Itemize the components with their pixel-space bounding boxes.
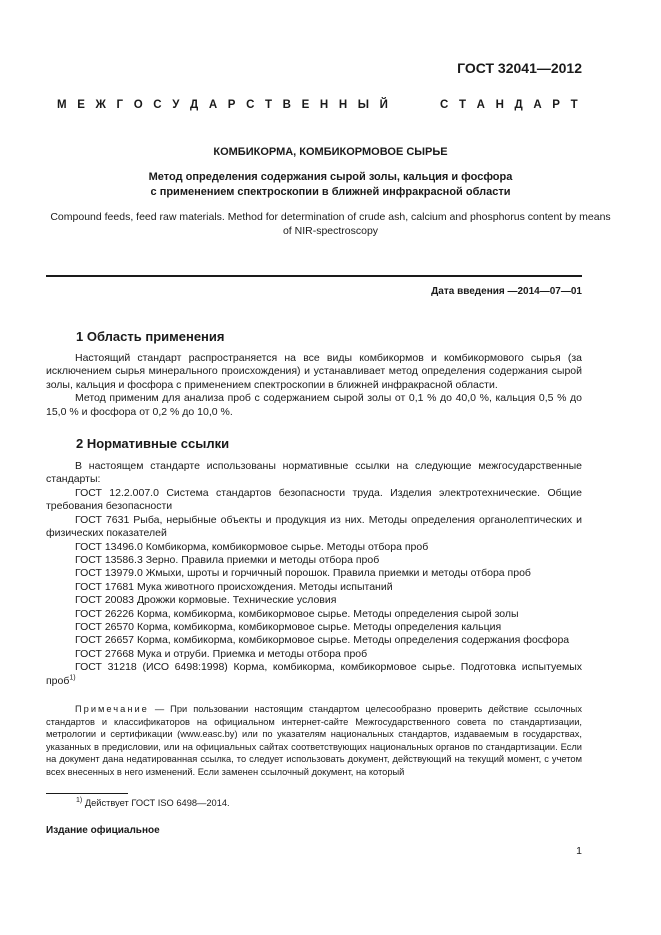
banner-letter: Т [570,99,578,111]
banner-letter: Т [458,99,466,111]
reference-item: ГОСТ 12.2.007.0 Система стандартов безопасности труда. Изделия электротехнические. Общие требования безопасности [46,487,582,513]
banner-letter: В [282,99,291,111]
banner-letter: Н [495,99,504,111]
banner-letter: А [208,99,218,111]
banner-letter: Д [190,99,199,111]
document-number: ГОСТ 32041—2012 [457,60,582,76]
banner-letter: Д [514,99,523,111]
reference-item: ГОСТ 13586.3 Зерно. Правила приемки и методы отбора проб [75,554,380,567]
banner-letter: М [57,99,67,111]
banner-letter: Ы [357,99,370,111]
title-divider [46,275,582,277]
footnote-text: Действует ГОСТ ISO 6498—2014. [82,798,230,808]
banner-letter: С [153,99,162,111]
banner-letter [412,99,415,111]
banner-letter: Е [301,99,310,111]
note-paragraph [46,703,582,779]
banner-letter: С [246,99,255,111]
banner-letter: Г [116,99,124,111]
banner-letter: О [133,99,143,111]
subtitle-line: с применением спектроскопии в ближней инфракрасной области [150,186,511,198]
banner-letter: А [476,99,485,111]
english-title-line: of NIR-spectroscopy [282,224,379,237]
reference-list [46,487,582,688]
edition-label: Издание официальное [46,825,160,836]
standard-banner [57,99,578,111]
banner-letter [426,99,429,111]
banner-letter: У [172,99,180,111]
footnote [76,798,230,808]
subtitle-line: Метод определения содержания сырой золы, кальция и фосфора [148,171,513,183]
reference-item: ГОСТ 26570 Корма, комбикорма, комбикормовое сырье. Методы определения кальция [75,621,502,634]
reference-item: ГОСТ 17681 Мука животного происхождения. Методы испытаний [75,580,393,593]
banner-letter: А [533,99,542,111]
section-2-intro [46,460,582,487]
reference-item [46,661,582,688]
note-label: Примечание [75,704,149,714]
reference-item: ГОСТ 13979.0 Жмыхи, шроты и горчичный порошок. Правила приемки и методы отбора проб [75,567,531,580]
reference-text: ГОСТ 31218 (ИСО 6498:1998) Корма, комбикорма, комбикормовое сырье. Подготовка испытуемых проб [46,661,582,687]
reference-item: ГОСТ 13496.0 Комбикорма, комбикормовое сырье. Методы отбора проб [75,540,429,553]
document-title: КОМБИКОРМА, КОМБИКОРМОВОЕ СЫРЬЕ [213,146,448,158]
reference-item: ГОСТ 20083 Дрожжи кормовые. Технические условия [75,594,337,607]
footnote-mark: 1) [69,674,76,682]
reference-item: ГОСТ 26226 Корма, комбикорма, комбикормовое сырье. Методы определения сырой золы [75,607,519,620]
page-number: 1 [576,845,582,857]
banner-letter: С [440,99,449,111]
reference-item: ГОСТ 26657 Корма, комбикорма, комбикормовое сырье. Методы определения содержания фосфора [75,634,570,647]
banner-letter: Ж [95,99,106,111]
section-1-body [46,352,582,419]
banner-letter: Н [338,99,348,111]
reference-item: ГОСТ 7631 Рыба, нерыбные объекты и продукция из них. Методы определения органолептических и физических показателей [46,513,582,540]
reference-item: ГОСТ 27668 Мука и отруби. Приемка и методы отбора проб [75,647,368,660]
banner-letter: Р [227,99,236,111]
banner-letter: Н [319,99,329,111]
section-2-heading: 2 Нормативные ссылки [76,436,230,451]
banner-letter [399,99,402,111]
english-title-line: Compound feeds, feed raw materials. Method for determination of crude ash, calcium and phosphorus content by means [50,211,611,223]
introduction-date: Дата введения —2014—07—01 [431,286,582,297]
paragraph: Метод применим для анализа проб с содержанием сырой золы от 0,1 % до 40,0 %, кальция 0,5 % до 15,0 % и фосфора от 0,2 % до 10,0 %. [46,392,582,418]
section-1-heading: 1 Область применения [76,329,225,344]
paragraph: Настоящий стандарт распространяется на все виды комбикормов и комбикормового сырья (за исключением сырья минерального происхождения) и устанавливает метод определения содержания сырой золы, кальция и фосфора с применением спектроскопии в ближней инфракрасной области. [46,352,582,391]
banner-letter: Й [379,99,388,111]
note-block [46,703,582,779]
banner-letter: Т [265,99,273,111]
note-text: — При пользовании настоящим стандартом целесообразно проверить действие ссылочных стандартов и классификаторов на официальном интернет-сайте Межгосударственного совета по стандартизации, метрологии и сертификации (www.easc.by) или по указателям национальных стандартов, издаваемым в государствах, указанных в предисловии, или на официальных сайтах соответствующих национальных органов по стандартизации. Если на документ дана недатированная ссылка, то следует использовать документ, действующий на текущий момент, с учетом всех внесенных в него изменений. Если заменен ссылочный документ, на который [46,704,582,777]
footnote-divider [46,793,128,794]
banner-letter: Р [552,99,560,111]
footnote-mark: 1) [76,796,83,804]
banner-letter: Е [77,99,85,111]
paragraph: В настоящем стандарте использованы нормативные ссылки на следующие межгосударственные стандарты: [46,460,582,486]
english-title [38,211,623,238]
document-subtitle [0,170,661,200]
